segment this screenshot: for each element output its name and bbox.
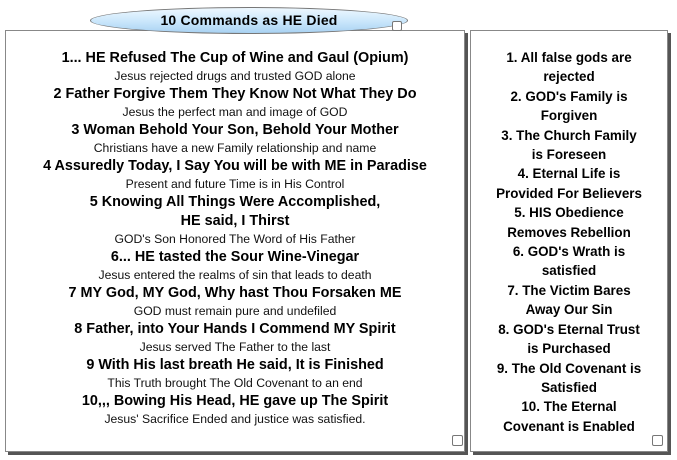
fulfillment-line: Provided For Believers xyxy=(496,185,642,201)
command-text: 1... HE Refused The Cup of Wine and Gaul (Opium) xyxy=(61,50,409,66)
command-text: 10,,, Bowing His Head, HE gave up The Spirit xyxy=(81,393,389,409)
fulfillment-line: 3. The Church Family xyxy=(501,127,637,143)
command-text: 6... HE tasted the Sour Wine-Vinegar xyxy=(110,249,360,265)
command-item xyxy=(6,193,464,248)
command-item xyxy=(6,248,464,284)
fulfillment-line: 2. GOD's Family is xyxy=(510,88,628,104)
title-banner xyxy=(90,7,408,34)
fulfillment-line: 5. HIS Obedience xyxy=(514,205,624,221)
command-explanation: Christians have a new Family relationship and name xyxy=(93,141,377,155)
command-item xyxy=(6,85,464,121)
fulfillment-line: Covenant is Enabled xyxy=(503,418,635,434)
fulfillment-line: Forgiven xyxy=(540,108,598,124)
command-explanation: Jesus the perfect man and image of GOD xyxy=(122,105,348,119)
command-explanation: Jesus entered the realms of sin that leads to death xyxy=(98,268,372,282)
fulfillment-line: rejected xyxy=(543,69,595,85)
fulfillment-line: 10. The Eternal xyxy=(521,399,617,415)
command-text: 3 Woman Behold Your Son, Behold Your Mother xyxy=(71,122,399,138)
command-item xyxy=(6,356,464,392)
resize-handle[interactable] xyxy=(652,435,663,446)
fulfillment-line: Satisfied xyxy=(541,379,597,395)
command-text: 8 Father, into Your Hands I Commend MY Spirit xyxy=(74,321,396,337)
command-explanation: GOD's Son Honored The Word of His Father xyxy=(114,232,356,246)
fulfillment-line: 6. GOD's Wrath is xyxy=(512,244,626,260)
command-item xyxy=(6,49,464,85)
fulfillment-line: 9. The Old Covenant is xyxy=(496,360,642,376)
command-text: 9 With His last breath He said, It is Finished xyxy=(86,357,384,373)
resize-handle[interactable] xyxy=(392,21,402,31)
fulfillments-panel xyxy=(470,30,668,452)
command-explanation: This Truth brought The Old Covenant to an end xyxy=(107,376,363,390)
resize-handle[interactable] xyxy=(452,435,463,446)
command-text: 4 Assuredly Today, I Say You will be with ME in Paradise xyxy=(43,158,427,174)
command-item xyxy=(6,284,464,320)
command-item xyxy=(6,320,464,356)
command-explanation: Jesus served The Father to the last xyxy=(139,340,331,354)
command-item xyxy=(6,392,464,428)
commands-panel xyxy=(5,30,465,452)
command-explanation: Jesus rejected drugs and trusted GOD alone xyxy=(114,69,356,83)
commands-list xyxy=(6,49,464,428)
command-explanation: GOD must remain pure and undefiled xyxy=(133,304,337,318)
fulfillment-line: satisfied xyxy=(541,263,597,279)
command-item xyxy=(6,157,464,193)
fulfillment-line: is Foreseen xyxy=(531,147,607,163)
command-item xyxy=(6,121,464,157)
fulfillment-line: 1. All false gods are xyxy=(506,50,632,65)
fulfillments-list xyxy=(471,48,667,436)
fulfillment-line: Away Our Sin xyxy=(525,302,613,318)
fulfillment-line: is Purchased xyxy=(527,341,611,357)
command-text-continued: HE said, I Thirst xyxy=(180,213,290,229)
fulfillment-line: 4. Eternal Life is xyxy=(517,166,621,182)
command-explanation: Jesus' Sacrifice Ended and justice was satisfied. xyxy=(104,412,366,426)
command-explanation: Present and future Time is in His Control xyxy=(125,177,345,191)
page-title: 10 Commands as HE Died xyxy=(160,12,338,28)
fulfillment-line: Removes Rebellion xyxy=(507,224,631,240)
fulfillment-line: 7. The Victim Bares xyxy=(507,282,631,298)
command-text: 5 Knowing All Things Were Accomplished, xyxy=(89,194,381,210)
command-text: 2 Father Forgive Them They Know Not What They Do xyxy=(53,86,417,102)
fulfillment-line: 8. GOD's Eternal Trust xyxy=(498,321,640,337)
command-text: 7 MY God, MY God, Why hast Thou Forsaken ME xyxy=(68,285,402,301)
